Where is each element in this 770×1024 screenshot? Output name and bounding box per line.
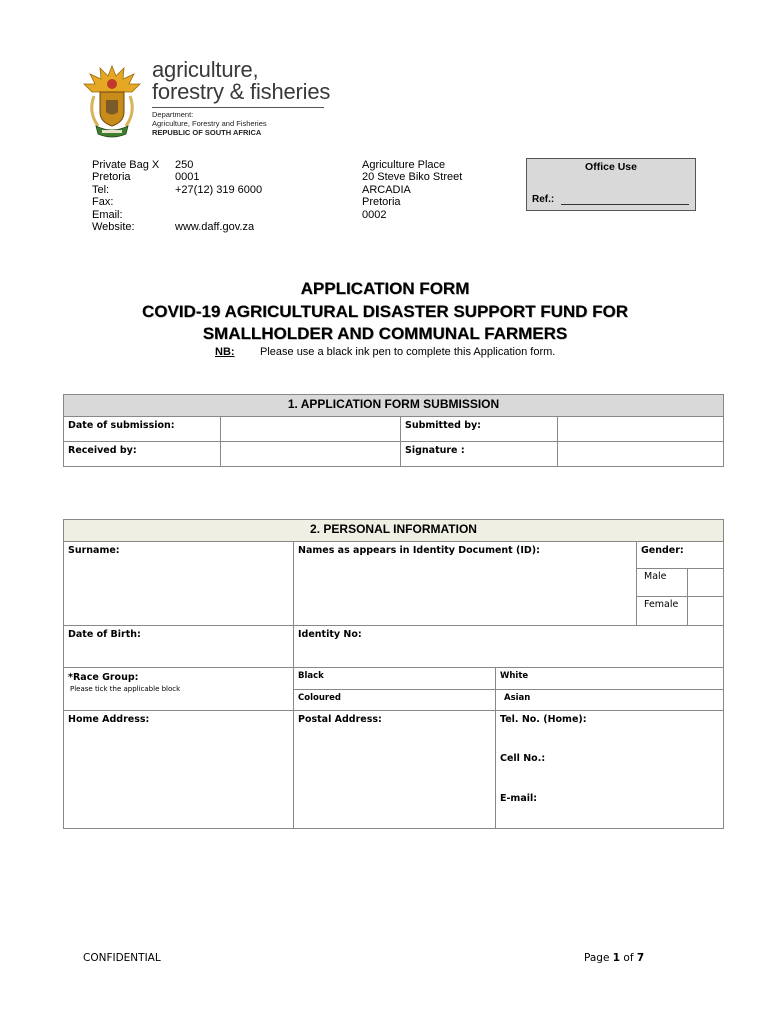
- race-group-hint: Please tick the applicable block: [70, 685, 181, 693]
- nb-label: NB:: [215, 346, 235, 358]
- address-value: [175, 196, 262, 208]
- surname-label: Surname:: [68, 545, 120, 556]
- address-label: Private Bag X: [92, 159, 160, 171]
- submitted-by-field[interactable]: [557, 416, 724, 442]
- names-field[interactable]: [293, 541, 637, 626]
- email-label: E-mail:: [500, 793, 538, 804]
- confidential-footer: CONFIDENTIAL: [83, 952, 161, 964]
- page-current: 1: [612, 952, 621, 964]
- signature-label: [400, 441, 558, 467]
- address-value: 250: [175, 159, 194, 171]
- race-white-label: White: [500, 671, 529, 681]
- contact-details-field[interactable]: [495, 710, 724, 829]
- section-2-heading: [63, 519, 724, 542]
- form-title: [0, 279, 770, 299]
- date-of-submission-field[interactable]: [220, 416, 401, 442]
- female-option: [636, 596, 688, 626]
- race-asian-label: Asian: [504, 693, 531, 703]
- street-line: 20 Steve Biko Street: [362, 171, 463, 184]
- section-2-heading-text: 2. PERSONAL INFORMATION: [310, 522, 477, 536]
- page-of: of: [620, 952, 637, 964]
- race-black-option[interactable]: [293, 667, 496, 690]
- date-of-birth-field[interactable]: [63, 625, 294, 668]
- race-white-option[interactable]: [495, 667, 724, 690]
- address-value: www.daff.gov.za: [175, 220, 255, 233]
- race-group-label: *Race Group:: [68, 672, 139, 683]
- gender-label: Gender:: [641, 545, 684, 556]
- form-title-text: APPLICATION FORM: [300, 279, 470, 298]
- section-1-heading: [63, 394, 724, 417]
- form-subtitle-2: [0, 324, 770, 344]
- address-label: Website:: [92, 220, 135, 233]
- race-black-label: Black: [298, 671, 324, 681]
- received-by-label: [63, 441, 221, 467]
- male-label: Male: [644, 571, 667, 582]
- street-line: Agriculture Place: [362, 159, 446, 171]
- address-label: Tel:: [92, 183, 110, 196]
- female-label: Female: [644, 599, 679, 610]
- office-ref-label: Ref.:: [532, 194, 555, 205]
- gender-header: [636, 541, 724, 569]
- department-logo: [80, 58, 340, 142]
- tel-home-label: Tel. No. (Home):: [500, 714, 587, 725]
- date-of-submission-label: [63, 416, 221, 442]
- page-prefix: Page: [584, 952, 613, 964]
- race-asian-option[interactable]: [495, 689, 724, 711]
- page-number: [584, 952, 644, 964]
- race-coloured-option[interactable]: [293, 689, 496, 711]
- received-by-text: Received by:: [68, 445, 137, 456]
- home-address-field[interactable]: [63, 710, 294, 829]
- street-address: [362, 159, 462, 221]
- address-value: 0001: [175, 171, 200, 184]
- nb-instruction: Please use a black ink pen to complete this Application form.: [260, 346, 556, 358]
- race-coloured-label: Coloured: [298, 693, 341, 703]
- postal-address-label: Postal Address:: [298, 714, 382, 725]
- female-checkbox[interactable]: [687, 596, 724, 626]
- address-label: Pretoria: [92, 171, 131, 184]
- logo-department-label: Department:: [152, 110, 194, 119]
- address-label: Email:: [92, 208, 123, 221]
- home-address-label: Home Address:: [68, 714, 150, 725]
- logo-line-1: agriculture,: [152, 57, 259, 82]
- male-option: [636, 568, 688, 597]
- received-by-field[interactable]: [220, 441, 401, 467]
- office-use-title: Office Use: [585, 161, 637, 173]
- signature-field[interactable]: [557, 441, 724, 467]
- names-label: Names as appears in Identity Document (ID):: [298, 545, 540, 556]
- office-ref-field[interactable]: [561, 204, 689, 205]
- street-line: ARCADIA: [362, 183, 411, 196]
- address-label: Fax:: [92, 196, 114, 209]
- form-subtitle-1-text: COVID-19 AGRICULTURAL DISASTER SUPPORT FUND FOR: [141, 302, 629, 321]
- race-group-cell: [63, 667, 294, 711]
- office-use-box: [526, 158, 696, 211]
- male-checkbox[interactable]: [687, 568, 724, 597]
- submitted-by-text: Submitted by:: [405, 420, 481, 431]
- logo-country: REPUBLIC OF SOUTH AFRICA: [152, 128, 262, 137]
- street-line: 0002: [362, 208, 387, 221]
- address-value: [175, 209, 262, 221]
- address-values: [175, 159, 262, 233]
- form-subtitle-1: [0, 302, 770, 322]
- form-subtitle-2-text: SMALLHOLDER AND COMMUNAL FARMERS: [202, 324, 568, 343]
- surname-field[interactable]: [63, 541, 294, 626]
- address-labels: [92, 159, 159, 233]
- date-of-submission-text: Date of submission:: [68, 420, 175, 431]
- logo-line-2: forestry & fisheries: [152, 79, 331, 104]
- logo-divider: [152, 107, 324, 108]
- section-1-heading-text: 1. APPLICATION FORM SUBMISSION: [287, 397, 500, 411]
- postal-address-field[interactable]: [293, 710, 496, 829]
- street-line: Pretoria: [362, 196, 401, 209]
- date-of-birth-label: Date of Birth:: [68, 629, 141, 640]
- coat-of-arms-icon: [80, 62, 144, 140]
- logo-department-name: Agriculture, Forestry and Fisheries: [152, 119, 267, 128]
- identity-no-field[interactable]: [293, 625, 724, 668]
- page-total: 7: [636, 952, 645, 964]
- signature-text: Signature :: [405, 445, 465, 456]
- submitted-by-label: [400, 416, 558, 442]
- cell-no-label: Cell No.:: [500, 753, 546, 764]
- address-value: +27(12) 319 6000: [175, 183, 263, 196]
- identity-no-label: Identity No:: [298, 629, 362, 640]
